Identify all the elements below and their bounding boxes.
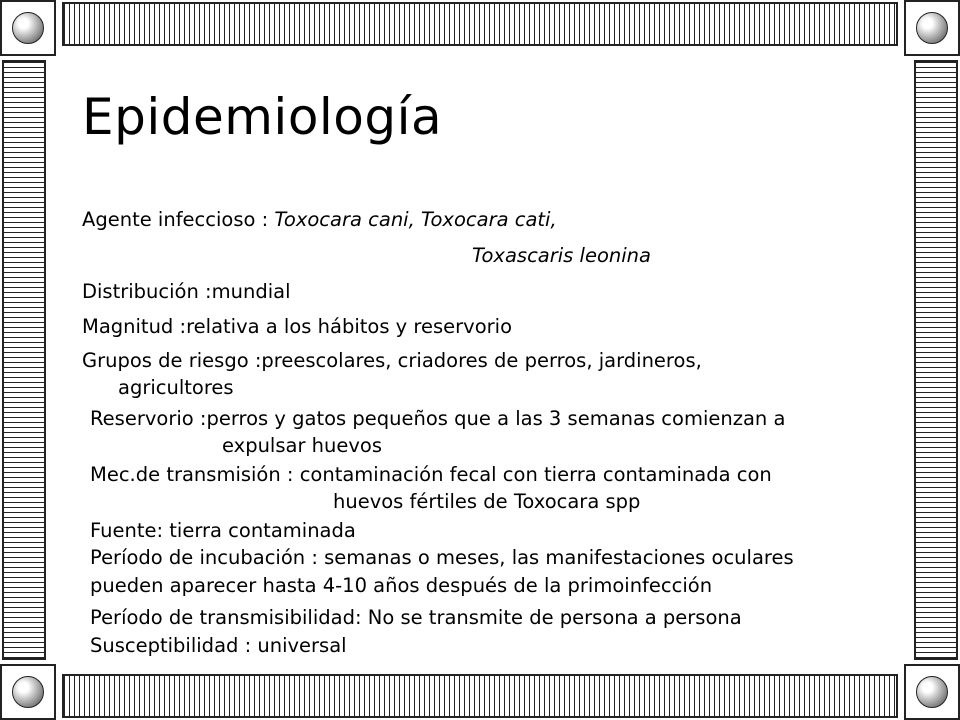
- transmision-line-continued: huevos fértiles de Toxocara spp: [333, 490, 641, 513]
- reservorio-line: Reservorio :perros y gatos pequeños que a las 3 semanas comienzan a: [90, 407, 786, 430]
- agente-value: Toxocara cani, Toxocara cati,: [274, 208, 557, 231]
- grupos-line: Grupos de riesgo :preescolares, criadores de perros, jardineros,: [82, 349, 702, 372]
- fuente-line: Fuente: tierra contaminada: [90, 519, 356, 542]
- incubacion-line-continued: pueden aparecer hasta 4-10 años después de la primoinfección: [90, 574, 713, 597]
- frame-left-bar: [2, 60, 46, 660]
- transmision-line: Mec.de transmisión : contaminación fecal con tierra contaminada con: [90, 463, 772, 486]
- transmisibilidad-line: Período de transmisibilidad: No se transmite de persona a persona: [90, 606, 742, 629]
- susceptibilidad-line: Susceptibilidad : universal: [90, 634, 347, 657]
- frame-bottom-bar: [62, 674, 898, 718]
- distribucion-line: Distribución :mundial: [82, 280, 291, 303]
- magnitud-line: Magnitud :relativa a los hábitos y reservorio: [82, 315, 513, 338]
- slide-title: Epidemiología: [82, 88, 443, 146]
- corner-knob-icon: [916, 676, 948, 708]
- agente-value-continued: Toxascaris leonina: [472, 244, 651, 267]
- frame-corner-bottom-left: [0, 664, 56, 720]
- corner-knob-icon: [916, 12, 948, 44]
- frame-corner-top-right: [904, 0, 960, 56]
- agente-line: [82, 208, 557, 232]
- frame-right-bar: [914, 60, 958, 660]
- frame-corner-top-left: [0, 0, 56, 56]
- grupos-line-continued: agricultores: [118, 376, 234, 399]
- corner-knob-icon: [12, 12, 44, 44]
- corner-knob-icon: [12, 676, 44, 708]
- incubacion-line: Período de incubación : semanas o meses, las manifestaciones oculares: [90, 546, 794, 569]
- frame-top-bar: [62, 2, 898, 46]
- agente-label: Agente infeccioso :: [82, 208, 275, 231]
- reservorio-line-continued: expulsar huevos: [222, 434, 383, 457]
- frame-corner-bottom-right: [904, 664, 960, 720]
